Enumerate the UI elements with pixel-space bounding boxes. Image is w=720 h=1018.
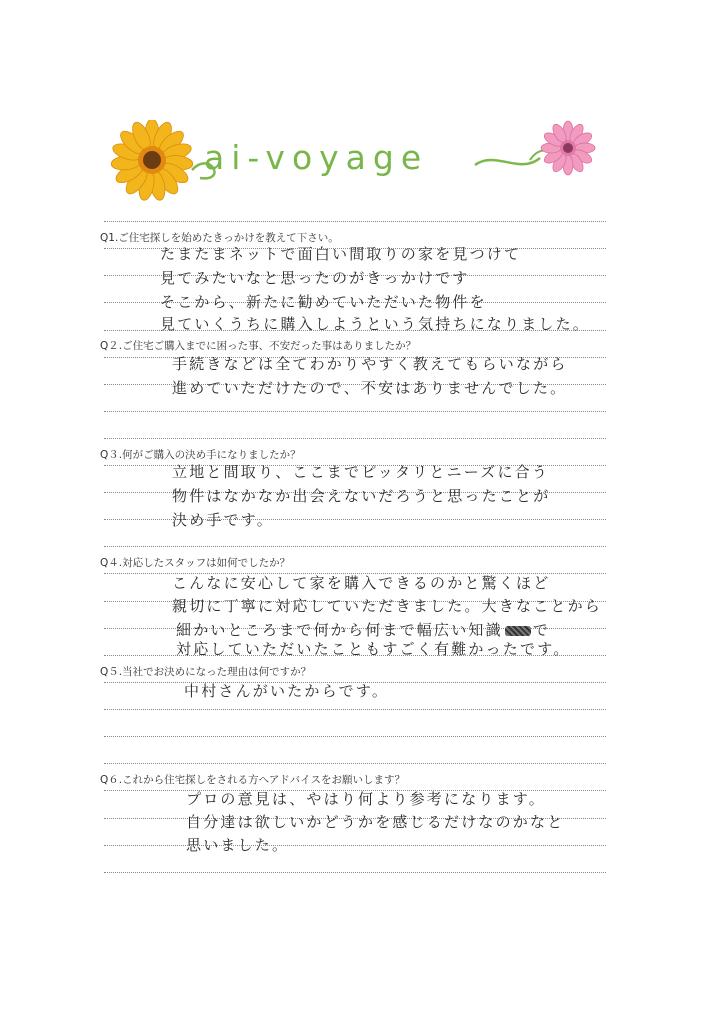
pink-flower-icon xyxy=(541,121,595,175)
question-5: Q５.当社でお決めになった理由は何ですか？ xyxy=(100,666,312,678)
answer-1-line-2: 見てみたいなと思ったのがきっかけです xyxy=(160,269,470,287)
logo-wordmark: ai-voyage xyxy=(204,138,429,177)
ruled-line xyxy=(104,438,606,439)
question-2: Q２.ご住宅ご購入までに困った事、不安だった事はありましたか？ xyxy=(100,340,417,352)
ruled-line xyxy=(104,411,606,412)
ruled-line xyxy=(104,763,606,764)
yellow-flower-icon xyxy=(110,120,193,202)
ruled-line xyxy=(104,736,606,737)
answer-4-line-4: 対応していただいたこともすごく有難かったです。 xyxy=(176,640,571,658)
answer-2-line-2: 進めていただけたので、不安はありませんでした。 xyxy=(172,379,568,397)
question-1: Q1.ご住宅探しを始めたきっかけを教えて下さい。 xyxy=(100,232,339,244)
answer-2-line-1: 手続きなどは全てわかりやすく教えてもらいながら xyxy=(172,355,568,373)
question-6: Q６.これから住宅探しをされる方へアドバイスをお願いします？ xyxy=(100,774,405,786)
scribble-mark xyxy=(505,626,531,636)
answer-5-line-1: 中村さんがいたからです。 xyxy=(184,682,390,700)
ruled-line xyxy=(104,872,606,873)
answer-3-line-1: 立地と間取り、ここまでピッタリとニーズに合う xyxy=(172,463,550,481)
ruled-line xyxy=(104,709,606,710)
ai-voyage-logo xyxy=(100,120,610,205)
answer-4-line-1: こんなに安心して家を購入できるのかと驚くほど xyxy=(172,574,551,592)
answer-4-line-3-tail: で xyxy=(532,621,551,639)
answer-3-line-3: 決め手です。 xyxy=(172,511,275,529)
answer-4-line-2: 親切に丁寧に対応していただきました。大きなことから xyxy=(172,597,603,615)
answer-1-line-1: たまたまネットで面白い間取りの家を見つけて xyxy=(160,245,522,263)
answer-6-line-2: 自分達は欲しいかどうかを感じるだけなのかなと xyxy=(186,813,565,831)
ruled-line xyxy=(104,546,606,547)
question-3: Q３.何がご購入の決め手になりましたか？ xyxy=(100,449,301,461)
answer-1-line-4: 見ていくうちに購入しようという気持ちになりました。 xyxy=(160,315,591,333)
answer-4-line-3: 細かいところまで何から何まで幅広い知識 xyxy=(176,621,503,639)
ruled-line xyxy=(104,845,606,846)
answer-3-line-2: 物件はなかなか出会えないだろうと思ったことが xyxy=(172,487,551,505)
answer-4-line-3-wrap xyxy=(176,623,550,638)
answer-6-line-3: 思いました。 xyxy=(186,836,290,854)
answer-1-line-3: そこから、新たに勧めていただいた物件を xyxy=(160,293,487,311)
question-4: Q４.対応したスタッフは如何でしたか？ xyxy=(100,557,291,569)
ruled-line xyxy=(104,221,606,222)
answer-6-line-1: プロの意見は、やはり何より参考になります。 xyxy=(186,790,547,808)
